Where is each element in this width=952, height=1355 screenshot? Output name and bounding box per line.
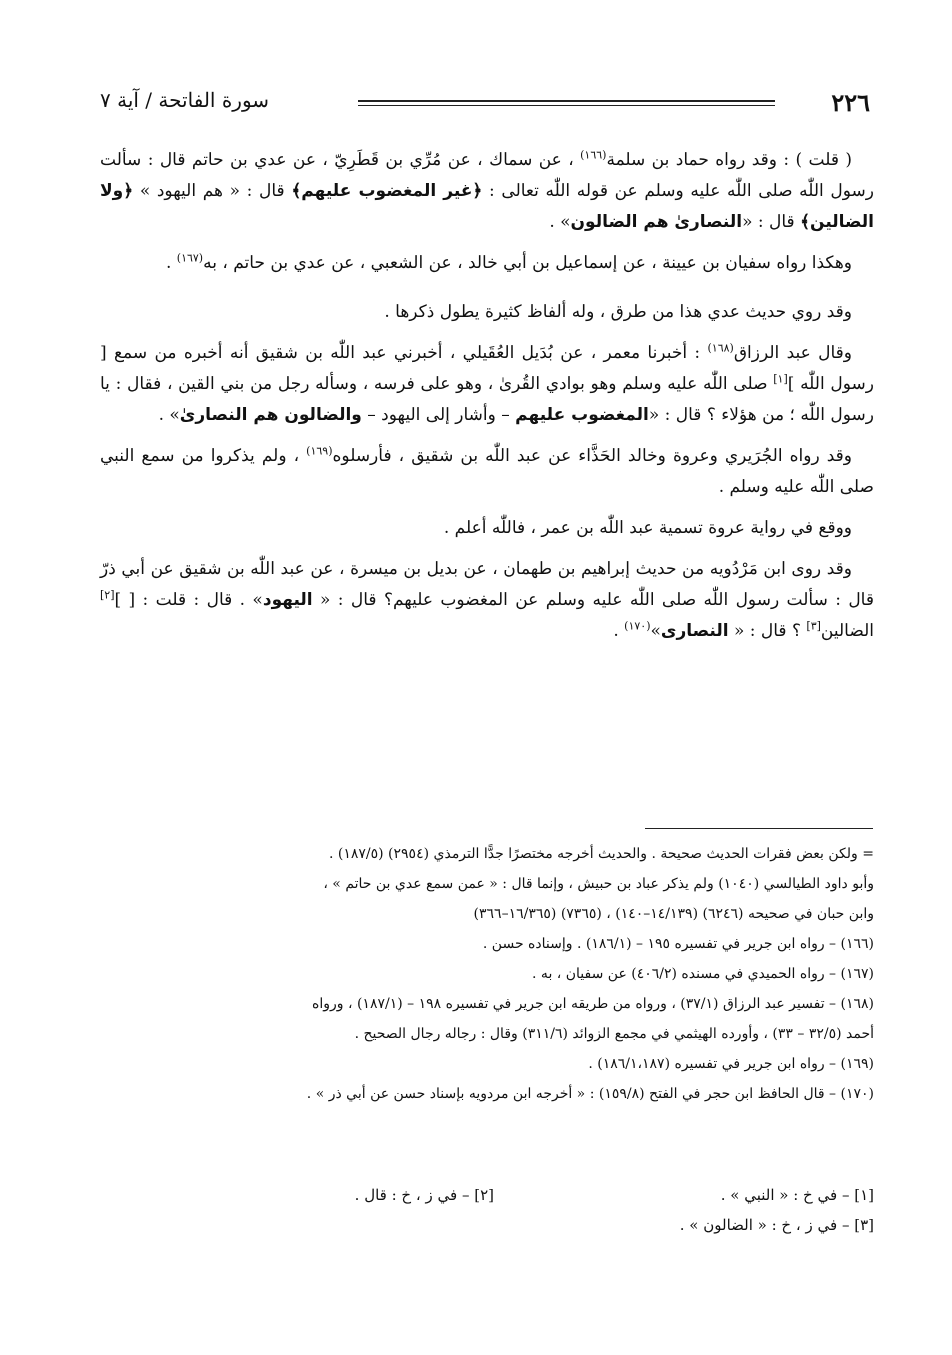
text-run: وقد روى ابن مَرْدُويه من حديث إبراهيم بن طهمان ، عن بديل بن ميسرة ، عن عبد اللّٰه بن شقيق عن أبي ذرّ قال : سألت رسول اللّٰه صلى اللّٰه عليه وسلم عن المغضوب عليهم؟ قال : « bbox=[100, 559, 874, 610]
footnote-ref: (١٧٠) bbox=[624, 619, 651, 633]
surah-title: سورة الفاتحة / آية ٧ bbox=[100, 88, 270, 112]
editorial-ref: [٣] bbox=[806, 619, 821, 633]
text-run: صلى اللّٰه عليه وسلم وهو بوادي القُرىٰ ، وهو على فرسه ، وسأله رجل من بني القين ، فقال : يا رسول اللّٰه ؛ من هؤلاء ؟ قال : « bbox=[100, 374, 874, 425]
footnote-170: (١٧٠) – قال الحافظ ابن حجر في الفتح (١٥٩/٨) : « أخرجه ابن مردويه بإسناد حسن عن أبي ذر » . bbox=[306, 1086, 874, 1102]
hadith-quote: النصارىٰ هم الضالون bbox=[570, 212, 743, 232]
paragraph-4 bbox=[100, 338, 874, 431]
text-run: . bbox=[613, 621, 619, 641]
text-run: : أخبرنا معمر ، عن بُدَيل العُقَيلي ، أخبرني عبد اللّٰه بن شقيق أنه أخبره من سمع [ رسول اللّٰه ] bbox=[100, 343, 874, 394]
hadith-quote: النصارى bbox=[660, 621, 729, 641]
editorial-ref: [٢] bbox=[100, 588, 115, 602]
text-run: . bbox=[165, 253, 172, 273]
text-run: » . bbox=[549, 212, 571, 232]
footnote-continuation: وأبو داود الطيالسي (١٠٤٠) ولم يذكر عباد بن حبيش ، وإنما قال : « عمن سمع عدي بن حاتم » ، bbox=[323, 876, 874, 892]
text-run: » . قال : قلت : [ ] bbox=[114, 590, 263, 610]
text-run: ؟ قال : « bbox=[733, 621, 801, 641]
footnote-167: (١٦٧) – رواه الحميدي في مسنده (٤٠٦/٢) عن سفيان ، به . bbox=[532, 966, 874, 982]
footnote-continuation: وابن حبان في صحيحه (٦٢٤٦) (١٤/١٣٩–١٤٠) ، (٧٣٦٥) (١٦/٣٦٥–٣٦٦) bbox=[473, 906, 874, 922]
text-run: وهكذا رواه سفيان بن عيينة ، عن إسماعيل بن أبي خالد ، عن الشعبي ، عن عدي بن حاتم ، به bbox=[203, 253, 852, 273]
footnote-separator bbox=[645, 828, 873, 829]
quran-quote: ﴿غير المغضوب عليهم﴾ bbox=[291, 181, 483, 201]
footnote-ref: (١٦٦) bbox=[580, 148, 607, 162]
editorial-ref: [١] bbox=[773, 372, 788, 386]
header-rule bbox=[358, 100, 775, 106]
paragraph-1 bbox=[100, 145, 874, 238]
footnote-168: (١٦٨) – تفسير عبد الرزاق (٣٧/١) ، ورواه من طريقه ابن جرير في تفسيره ١٩٨ – (١٨٧/١) ، ورواه bbox=[312, 996, 874, 1012]
text-run: ، ولم يذكروا من سمع النبي صلى اللّٰه عليه وسلم . bbox=[100, 446, 874, 497]
footnote-169: (١٦٩) – رواه ابن جرير في تفسيره (١٨٦/١،١٨٧) . bbox=[588, 1056, 874, 1072]
hadith-quote: المغضوب عليهم bbox=[515, 405, 649, 425]
editorial-note-3: [٣] – في ز ، خ : « الضالون » . bbox=[679, 1216, 874, 1234]
text-run: قال : « هم اليهود » bbox=[139, 181, 285, 201]
paragraph-2 bbox=[100, 248, 874, 279]
text-run: الضالين bbox=[820, 621, 874, 641]
editorial-note-2: [٢] – في ز ، خ : قال . bbox=[354, 1186, 494, 1204]
hadith-quote: والضالون هم النصارىٰ bbox=[179, 405, 362, 425]
editorial-notes bbox=[100, 1180, 874, 1240]
paragraph-7 bbox=[100, 554, 874, 647]
text-run: » . bbox=[158, 405, 180, 425]
text-run: » bbox=[650, 621, 661, 641]
footnote-ref: (١٦٩) bbox=[306, 444, 333, 458]
page-header bbox=[100, 88, 870, 122]
paragraph-6: ووقع في رواية عروة تسمية عبد اللّٰه بن عمر ، فاللّٰه أعلم . bbox=[443, 518, 852, 538]
text-run: ، عن سماك ، عن مُرِّي بن قَطَرِيّ ، عن عدي بن حاتم قال : سألت رسول اللّٰه صلى اللّٰه عليه وسلم عن قوله اللّٰه تعالى : bbox=[100, 150, 875, 201]
text-run: قال : « bbox=[742, 212, 795, 232]
footnote-ref: (١٦٧) bbox=[176, 251, 204, 265]
hadith-quote: اليهود bbox=[262, 590, 313, 610]
text-run: وقد رواه الجُرَيري وعروة وخالد الحَذَّاء عن عبد اللّٰه بن شقيق ، فأرسلوه bbox=[332, 446, 852, 466]
text-run: وقال عبد الرزاق bbox=[733, 343, 852, 363]
page-number: ٢٢٦ bbox=[831, 88, 870, 117]
paragraph-5 bbox=[100, 441, 874, 503]
footnote-continuation: = ولكن بعض فقرات الحديث صحيحة . والحديث أخرجه مختصرًا جدًّا الترمذي (٢٩٥٤) (١٨٧/٥) . bbox=[328, 846, 874, 862]
editorial-row bbox=[100, 1210, 874, 1240]
editorial-note-1: [١] – في خ : « النبي » . bbox=[720, 1186, 874, 1204]
footnote-ref: (١٦٨) bbox=[707, 341, 734, 355]
footnotes bbox=[100, 840, 874, 1110]
text-run: ( قلت ) : وقد رواه حماد بن سلمة bbox=[606, 150, 852, 170]
text-run: – وأشار إلى اليهود – bbox=[367, 405, 510, 425]
paragraph-3: وقد روي حديث عدي هذا من طرق ، وله ألفاظ كثيرة يطول ذكرها . bbox=[384, 302, 852, 322]
footnote-168-continued: أحمد (٣٢/٥ – ٣٣) ، وأورده الهيثمي في مجمع الزوائد (٣١١/٦) وقال : رجاله رجال الصحيح . bbox=[354, 1026, 874, 1042]
quran-quote: ﴿ولا الضالين﴾ bbox=[100, 181, 874, 232]
footnote-166: (١٦٦) – رواه ابن جرير في تفسيره ١٩٥ – (١٨٦/١) . وإسناده حسن . bbox=[482, 936, 874, 952]
main-text bbox=[100, 145, 874, 657]
editorial-row bbox=[100, 1180, 874, 1210]
